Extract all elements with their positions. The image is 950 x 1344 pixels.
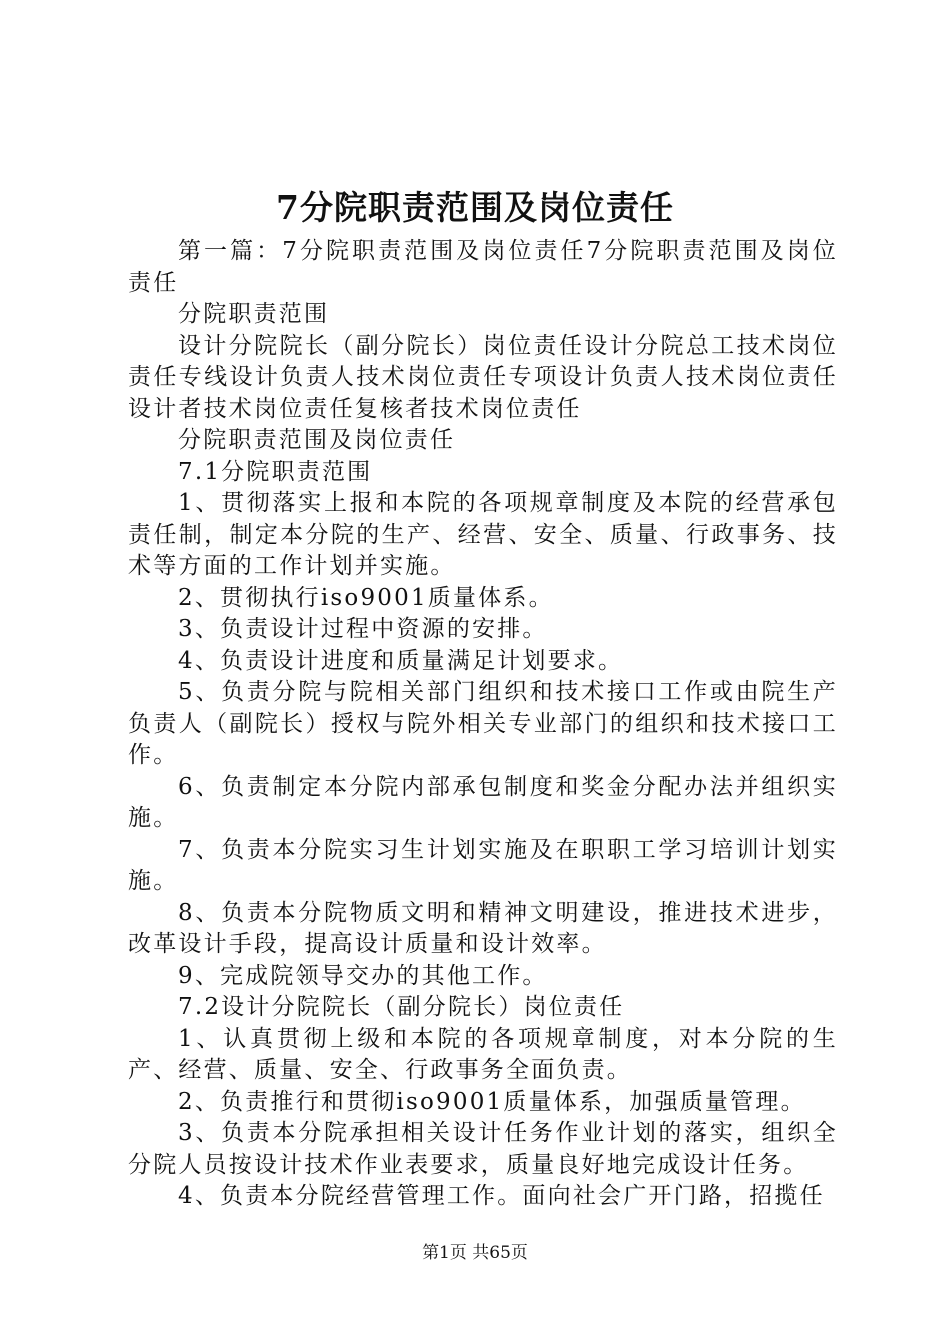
paragraph: 3、负责本分院承担相关设计任务作业计划的落实，组织全分院人员按设计技术作业表要求，质量良好地完成设计任务。 (128, 1120, 838, 1178)
paragraph: 7、负责本分院实习生计划实施及在职职工学习培训计划实施。 (128, 836, 838, 894)
paragraph: 分院职责范围及岗位责任 (178, 427, 456, 453)
paragraph: 分院职责范围 (178, 301, 330, 327)
document-title: 7分院职责范围及岗位责任 (276, 188, 674, 227)
paragraph: 4、负责设计进度和质量满足计划要求。 (178, 647, 624, 674)
paragraph: 2、负责推行和贯彻iso9001质量体系，加强质量管理。 (178, 1088, 806, 1115)
paragraph: 7.2设计分院院长（副分院长）岗位责任 (178, 994, 625, 1020)
document-body (128, 236, 838, 1213)
paragraph: 8、负责本分院物质文明和精神文明建设，推进技术进步，改革设计手段，提高设计质量和设计效率。 (128, 899, 838, 957)
paragraph: 2、贯彻执行iso9001质量体系。 (178, 584, 554, 611)
paragraph: 3、负责设计过程中资源的安排。 (178, 616, 548, 642)
paragraph: 1、贯彻落实上报和本院的各项规章制度及本院的经营承包责任制，制定本分院的生产、经营、安全、质量、行政事务、技术等方面的工作计划并实施。 (128, 490, 838, 579)
paragraph: 第一篇：7分院职责范围及岗位责任7分院职责范围及岗位责任 (128, 238, 838, 296)
paragraph: 4、负责本分院经营管理工作。面向社会广开门路，招揽任 (178, 1183, 825, 1209)
paragraph: 5、负责分院与院相关部门组织和技术接口工作或由院生产负责人（副院长）授权与院外相关专业部门的组织和技术接口工作。 (128, 679, 838, 768)
paragraph: 设计分院院长（副分院长）岗位责任设计分院总工技术岗位责任专线设计负责人技术岗位责任专项设计负责人技术岗位责任设计者技术岗位责任复核者技术岗位责任 (128, 332, 838, 422)
paragraph: 6、负责制定本分院内部承包制度和奖金分配办法并组织实施。 (128, 773, 838, 831)
page-number-footer: 第1页 共65页 (422, 1243, 528, 1263)
paragraph: 9、完成院领导交办的其他工作。 (178, 962, 548, 989)
paragraph: 1、认真贯彻上级和本院的各项规章制度，对本分院的生产、经营、质量、安全、行政事务全面负责。 (128, 1025, 838, 1083)
paragraph: 7.1分院职责范围 (178, 458, 373, 485)
